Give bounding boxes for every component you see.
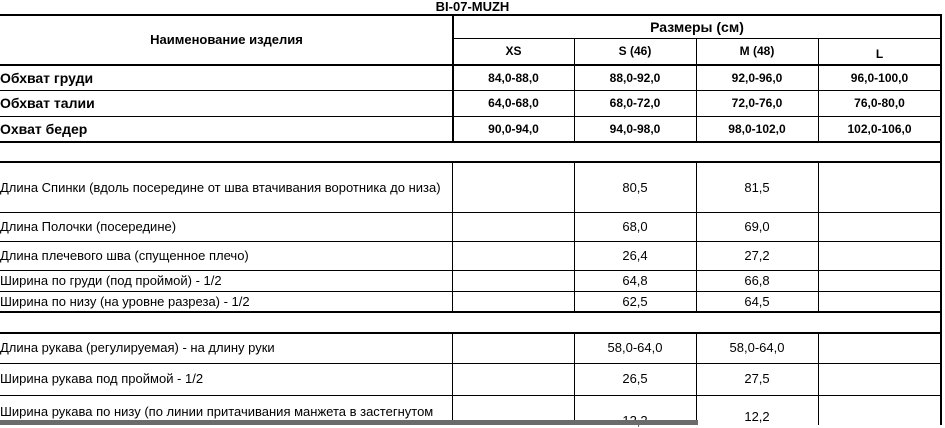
grid-line [453, 38, 941, 39]
row-label: Обхват груди [0, 69, 94, 86]
row-value: 92,0-96,0 [731, 70, 783, 85]
row-value: 81,5 [744, 179, 770, 195]
grid-line [818, 161, 819, 312]
grid-line [574, 161, 575, 312]
row-value: 66,8 [744, 273, 770, 289]
row-value: 27,2 [744, 248, 770, 264]
row-value: 84,0-88,0 [488, 70, 539, 85]
row-value: 26,5 [622, 371, 648, 387]
size-header-l: L [875, 47, 884, 62]
row-value: 72,0-76,0 [731, 96, 783, 111]
grid-line [0, 241, 941, 242]
grid-line [0, 395, 941, 396]
grid-line [0, 64, 941, 66]
grid-line [818, 38, 819, 142]
grid-line [0, 14, 941, 16]
horizontal-scrollbar[interactable] [0, 420, 698, 425]
row-value: 68,0 [622, 219, 648, 235]
row-value: 94,0-98,0 [609, 122, 661, 137]
row-label: Длина Полочки (посередине) [0, 219, 177, 235]
row-value: 58,0-64,0 [729, 340, 785, 356]
grid-line [452, 332, 453, 425]
row-label: Длина рукава (регулируемая) - на длину руки [0, 340, 275, 356]
size-header-m: M (48) [739, 44, 775, 59]
grid-line [696, 332, 697, 425]
row-value: 96,0-100,0 [850, 70, 909, 85]
row-label: Ширина по низу (на уровне разреза) - 1/2 [0, 294, 250, 310]
grid-line [0, 332, 941, 334]
row-value: 64,5 [744, 294, 770, 310]
grid-line [0, 90, 941, 91]
row-label: Охват бедер [0, 121, 88, 138]
row-value: 12,2 [744, 410, 770, 424]
grid-line [0, 291, 941, 292]
row-value: 68,0-72,0 [609, 96, 661, 111]
grid-line [452, 161, 453, 312]
row-label: Длина плечевого шва (спущенное плечо) [0, 248, 249, 264]
grid-line [0, 116, 941, 117]
grid-line [574, 38, 575, 142]
grid-line [574, 332, 575, 425]
grid-line [696, 38, 697, 142]
row-label: Длина Спинки (вдоль посередине от шва втачивания воротника до низа) [0, 179, 441, 195]
grid-line [0, 212, 941, 213]
row-label: Ширина рукава под проймой - 1/2 [0, 371, 204, 387]
grid-line [0, 363, 941, 364]
row-value: 69,0 [744, 219, 770, 235]
name-column-header: Наименование изделия [150, 32, 303, 48]
grid-line [940, 14, 942, 425]
grid-line [0, 141, 941, 143]
grid-line [0, 161, 941, 163]
row-label: Обхват талии [0, 95, 95, 112]
row-value: 76,0-80,0 [854, 96, 905, 111]
grid-line [0, 311, 941, 313]
sizes-group-header: Размеры (см) [650, 19, 744, 36]
row-value: 80,5 [622, 179, 648, 195]
grid-line [696, 161, 697, 312]
row-value: 27,5 [744, 371, 770, 387]
row-value: 88,0-92,0 [609, 70, 661, 85]
row-label: Ширина рукава по низу (по линии притачивания манжета в застегнутом [0, 403, 434, 419]
row-value: 64,0-68,0 [488, 96, 539, 111]
row-value: 90,0-94,0 [488, 122, 539, 137]
grid-line [0, 270, 941, 271]
row-value: 102,0-106,0 [847, 122, 912, 137]
grid-line [452, 14, 454, 142]
row-value: 62,5 [622, 294, 648, 310]
size-header-xs: XS [505, 44, 522, 59]
row-value: 26,4 [622, 248, 648, 264]
size-header-s: S (46) [618, 44, 652, 59]
sheet-title: BI-07-MUZH [435, 0, 510, 14]
row-value: 64,8 [622, 273, 648, 289]
grid-line [818, 332, 819, 425]
row-value: 98,0-102,0 [728, 122, 786, 137]
row-label: Ширина по груди (под проймой) - 1/2 [0, 273, 222, 289]
row-value: 58,0-64,0 [607, 340, 663, 356]
